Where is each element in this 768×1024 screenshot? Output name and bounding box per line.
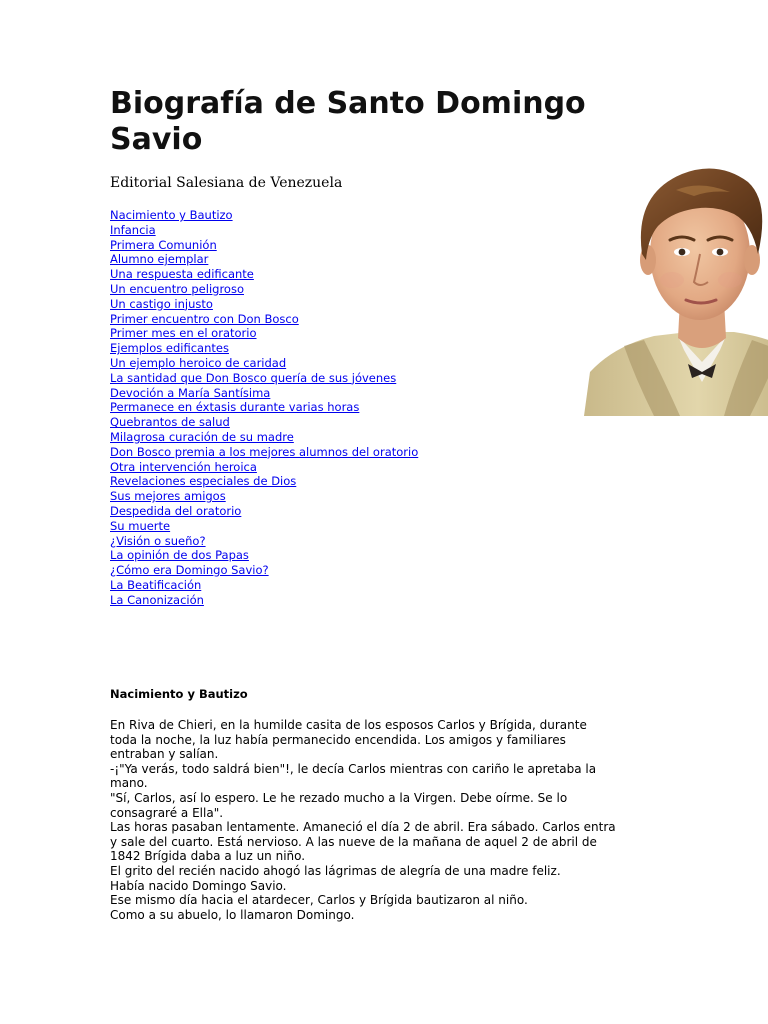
- toc-item: [110, 445, 418, 460]
- toc-link[interactable]: Quebrantos de salud: [110, 415, 230, 430]
- toc-item: [110, 578, 418, 593]
- toc-link[interactable]: La Beatificación: [110, 577, 202, 592]
- toc-link[interactable]: Primer mes en el oratorio: [110, 326, 257, 341]
- toc-link[interactable]: La Canonización: [110, 592, 204, 607]
- toc-item: [110, 252, 418, 267]
- toc-link[interactable]: Un encuentro peligroso: [110, 281, 244, 296]
- section-body: [110, 718, 670, 922]
- toc-item: [110, 548, 418, 563]
- toc-link[interactable]: ¿Visión o sueño?: [110, 533, 206, 548]
- toc-link[interactable]: Un castigo injusto: [110, 296, 213, 311]
- toc-item: [110, 593, 418, 608]
- toc-item: [110, 489, 418, 504]
- body-line: mano.: [110, 776, 148, 791]
- toc-item: [110, 504, 418, 519]
- toc-link[interactable]: Milagrosa curación de su madre: [110, 429, 294, 444]
- toc-link[interactable]: La opinión de dos Papas: [110, 548, 249, 563]
- toc-item: [110, 386, 418, 401]
- portrait-image: [584, 150, 768, 416]
- body-line: toda la noche, la luz había permanecido encendida. Los amigos y familiares: [110, 732, 566, 747]
- body-line: -¡"Ya verás, todo saldrá bien"!, le decía Carlos mientras con cariño le apretaba la: [110, 761, 597, 776]
- toc-item: [110, 519, 418, 534]
- toc-link[interactable]: Primera Comunión: [110, 237, 217, 252]
- body-line: "Sí, Carlos, así lo espero. Le he rezado mucho a la Virgen. Debe oírme. Se lo: [110, 790, 568, 805]
- toc-item: [110, 326, 418, 341]
- toc-link[interactable]: Revelaciones especiales de Dios: [110, 474, 297, 489]
- body-line: y sale del cuarto. Está nervioso. A las nueve de la mañana de aquel 2 de abril de: [110, 834, 597, 849]
- body-line: En Riva de Chieri, en la humilde casita de los esposos Carlos y Brígida, durante: [110, 718, 587, 732]
- body-line: 1842 Brígida daba a luz un niño.: [110, 849, 306, 864]
- toc-item: [110, 341, 418, 356]
- toc-item: [110, 460, 418, 475]
- toc-item: [110, 267, 418, 282]
- table-of-contents: [110, 208, 418, 608]
- toc-item: [110, 430, 418, 445]
- toc-item: [110, 282, 418, 297]
- body-line: Las horas pasaban lentamente. Amaneció el día 2 de abril. Era sábado. Carlos entra: [110, 820, 616, 835]
- toc-link[interactable]: Nacimiento y Bautizo: [110, 208, 233, 222]
- toc-item: [110, 534, 418, 549]
- toc-item: [110, 223, 418, 238]
- toc-link[interactable]: Ejemplos edificantes: [110, 341, 229, 356]
- toc-link[interactable]: Otra intervención heroica: [110, 459, 257, 474]
- toc-item: [110, 238, 418, 253]
- toc-item: [110, 474, 418, 489]
- toc-item: [110, 415, 418, 430]
- toc-link[interactable]: Devoción a María Santísima: [110, 385, 271, 400]
- document-page: [110, 0, 710, 1024]
- toc-item: [110, 356, 418, 371]
- toc-item: [110, 208, 418, 223]
- body-line: entraban y salían.: [110, 747, 219, 762]
- toc-item: [110, 312, 418, 327]
- page-title: Biografía de Santo Domingo Savio: [110, 86, 586, 157]
- body-line: consagraré a Ella".: [110, 805, 224, 820]
- toc-link[interactable]: Un ejemplo heroico de caridad: [110, 355, 287, 370]
- toc-item: [110, 400, 418, 415]
- toc-link[interactable]: Permanece en éxtasis durante varias horas: [110, 400, 360, 415]
- toc-link[interactable]: La santidad que Don Bosco quería de sus jóvenes: [110, 370, 397, 385]
- body-line: Como a su abuelo, lo llamaron Domingo.: [110, 907, 355, 922]
- publisher-line: Editorial Salesiana de Venezuela: [110, 175, 343, 191]
- toc-link[interactable]: Sus mejores amigos: [110, 489, 226, 504]
- body-line: Ese mismo día hacia el atardecer, Carlos y Brígida bautizaron al niño.: [110, 893, 528, 908]
- section-heading: Nacimiento y Bautizo: [110, 687, 248, 701]
- toc-link[interactable]: Don Bosco premia a los mejores alumnos del oratorio: [110, 444, 419, 459]
- toc-link[interactable]: Primer encuentro con Don Bosco: [110, 311, 299, 326]
- toc-link[interactable]: Su muerte: [110, 518, 171, 533]
- body-line: Había nacido Domingo Savio.: [110, 878, 287, 893]
- toc-link[interactable]: ¿Cómo era Domingo Savio?: [110, 563, 269, 578]
- toc-item: [110, 563, 418, 578]
- toc-link[interactable]: Infancia: [110, 222, 156, 237]
- toc-link[interactable]: Alumno ejemplar: [110, 252, 209, 267]
- toc-link[interactable]: Despedida del oratorio: [110, 503, 242, 518]
- toc-item: [110, 371, 418, 386]
- body-line: El grito del recién nacido ahogó las lágrimas de alegría de una madre feliz.: [110, 863, 561, 878]
- toc-item: [110, 297, 418, 312]
- toc-link[interactable]: Una respuesta edificante: [110, 267, 254, 282]
